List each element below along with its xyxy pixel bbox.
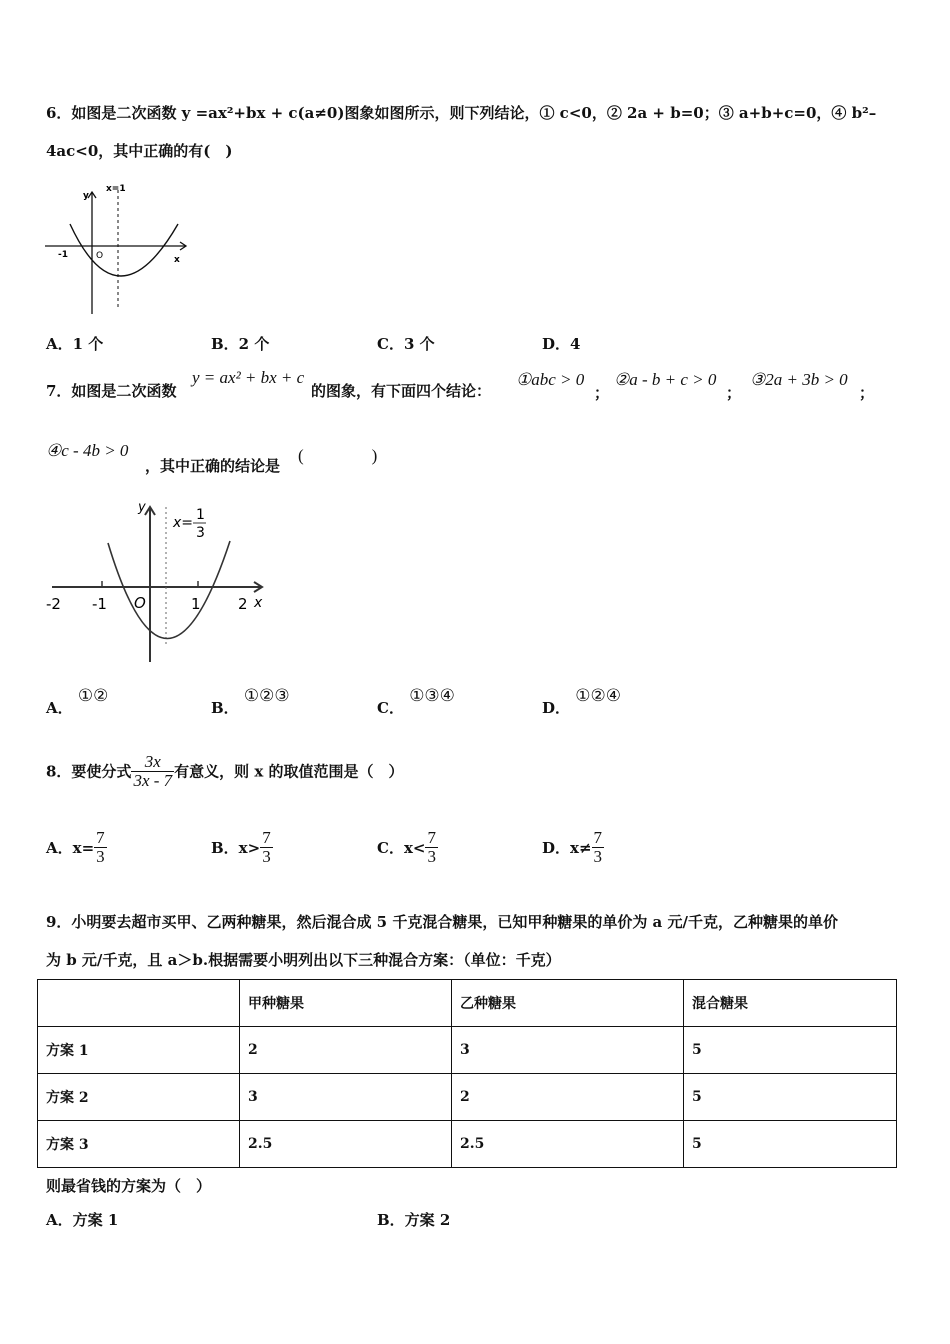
- table-header-row: [38, 980, 897, 1027]
- q7-option-d-label: D．: [542, 699, 571, 717]
- q7-option-b[interactable]: [211, 686, 290, 718]
- q8-option-b-num: 7: [262, 828, 271, 847]
- q8-fraction: [131, 753, 174, 790]
- q7-label-origin: O: [134, 594, 146, 612]
- q7-tick-neg1: -1: [92, 595, 107, 613]
- q8-option-d[interactable]: [542, 829, 604, 866]
- q7-option-d[interactable]: [542, 686, 621, 718]
- q6-option-c[interactable]: C．3 个: [377, 335, 435, 353]
- table-cell: 2.5: [452, 1121, 684, 1168]
- q9-option-a[interactable]: A．方案 1: [46, 1211, 119, 1229]
- q8-option-c[interactable]: [377, 829, 438, 866]
- q8-option-a-label: A．x=: [46, 839, 95, 857]
- q6-option-d[interactable]: D．4: [542, 335, 581, 353]
- q8-prefix: 8．要使分式: [46, 762, 132, 781]
- q6-label-x1: x=1: [106, 184, 126, 194]
- q7-tick-2: 2: [238, 595, 248, 613]
- q9-line-2: 为 b 元/千克，且 a＞b.根据需要小明列出以下三种混合方案：（单位：千克）: [46, 951, 561, 969]
- q8-option-d-label: D．x≠: [542, 839, 592, 857]
- q7-option-d-value: ①②④: [575, 686, 621, 705]
- q9-option-b[interactable]: B．方案 2: [377, 1211, 451, 1229]
- table-row: [38, 1027, 897, 1074]
- q8-fraction-den: 3x - 7: [133, 771, 173, 790]
- q6-option-a[interactable]: A．1 个: [46, 335, 104, 353]
- q7-option-b-label: B．: [211, 699, 239, 717]
- q6-line-1: 6．如图是二次函数 y =ax²+bx + c(a≠0)图象如图所示，则下列结论，① c<0，② 2a + b=0；③ a+b+c=0，④ b²–: [46, 104, 877, 122]
- table-header-cell: 混合糖果: [684, 980, 897, 1027]
- q8-option-a-den: 3: [96, 847, 105, 866]
- table-cell: 5: [684, 1027, 897, 1074]
- q8-option-a[interactable]: [46, 829, 107, 866]
- q7-label-y: y: [138, 500, 146, 515]
- q7-parabola-graph: [40, 495, 280, 675]
- table-cell: 2: [452, 1074, 684, 1121]
- table-cell: 5: [684, 1074, 897, 1121]
- q7-option-a[interactable]: [46, 686, 109, 718]
- q8-fraction-num: 3x: [144, 752, 161, 771]
- q7-label-xeq: x=: [173, 515, 194, 531]
- q7-option-a-value: ①②: [77, 686, 109, 705]
- q7-tail: ，其中正确的结论是: [145, 457, 281, 475]
- q7-label-num: 1: [196, 507, 205, 523]
- q7-tick-neg2: -2: [46, 595, 61, 613]
- q7-label-x: x: [254, 595, 263, 611]
- q9-table: [37, 979, 897, 1168]
- table-cell: 5: [684, 1121, 897, 1168]
- table-row: [38, 1121, 897, 1168]
- q7-parabola: [108, 541, 230, 639]
- q9-question: 则最省钱的方案为（ ）: [46, 1177, 212, 1195]
- q8-option-c-frac: [425, 829, 438, 866]
- q7-answer-paren: ( ): [298, 446, 378, 465]
- table-cell: 方案 1: [38, 1027, 240, 1074]
- q6-label-origin: O: [96, 251, 104, 261]
- q7-prefix: 7．如图是二次函数: [46, 382, 177, 400]
- table-header-cell: [38, 980, 240, 1027]
- q7-tick-1: 1: [191, 595, 201, 613]
- q6-label-x: x: [174, 255, 180, 265]
- q7-function: y = ax² + bx + c: [192, 368, 305, 387]
- table-cell: 3: [240, 1074, 452, 1121]
- q8-option-d-frac: [592, 829, 605, 866]
- table-cell: 3: [452, 1027, 684, 1074]
- q9-line-1: 9．小明要去超市买甲、乙两种糖果，然后混合成 5 千克混合糖果，已知甲种糖果的单价为 a 元/千克，乙种糖果的单价: [46, 913, 838, 931]
- q6-label-y: y: [83, 191, 89, 201]
- q7-sep-2: ；: [726, 384, 742, 402]
- q8-option-c-den: 3: [427, 847, 436, 866]
- q6-parabola: [70, 224, 178, 276]
- q7-label-den: 3: [196, 525, 205, 541]
- q8-option-b[interactable]: [211, 829, 273, 866]
- q8-option-a-num: 7: [96, 828, 105, 847]
- q8-option-b-frac: [260, 829, 273, 866]
- q6-line-2: 4ac<0，其中正确的有( ): [46, 142, 233, 160]
- table-header-cell: 甲种糖果: [240, 980, 452, 1027]
- table-cell: 方案 2: [38, 1074, 240, 1121]
- q7-sep-1: ；: [594, 384, 610, 402]
- table-cell: 2: [240, 1027, 452, 1074]
- q7-option-c[interactable]: [377, 686, 455, 718]
- q6-label-neg1: -1: [58, 250, 68, 260]
- q8-line: [46, 753, 404, 790]
- q7-mid: 的图象，有下面四个结论：: [311, 382, 492, 400]
- q7-conclusion-2: ②a - b + c > 0: [614, 370, 717, 389]
- q8-option-a-frac: [94, 829, 107, 866]
- q6-parabola-graph: [40, 180, 190, 320]
- q6-option-b[interactable]: B．2 个: [211, 335, 270, 353]
- q8-option-c-label: C．x<: [377, 839, 426, 857]
- table-cell: 方案 3: [38, 1121, 240, 1168]
- q7-conclusion-1: ①abc > 0: [516, 370, 585, 389]
- table-header-cell: 乙种糖果: [452, 980, 684, 1027]
- q7-option-a-label: A．: [46, 699, 73, 717]
- q8-option-d-num: 7: [593, 828, 603, 847]
- q8-suffix: 有意义，则 x 的取值范围是（ ）: [174, 762, 404, 781]
- table-row: [38, 1074, 897, 1121]
- q7-conclusion-3: ③2a + 3b > 0: [750, 370, 848, 389]
- q7-sep-3: ；: [859, 384, 875, 402]
- q8-option-c-num: 7: [427, 828, 436, 847]
- q7-conclusion-4: ④c - 4b > 0: [46, 441, 129, 460]
- q7-option-c-value: ①③④: [409, 686, 455, 705]
- q8-option-d-den: 3: [593, 847, 603, 866]
- q7-option-c-label: C．: [377, 699, 404, 717]
- q8-option-b-den: 3: [262, 847, 271, 866]
- table-cell: 2.5: [240, 1121, 452, 1168]
- q7-option-b-value: ①②③: [243, 686, 290, 705]
- q8-option-b-label: B．x>: [211, 839, 261, 857]
